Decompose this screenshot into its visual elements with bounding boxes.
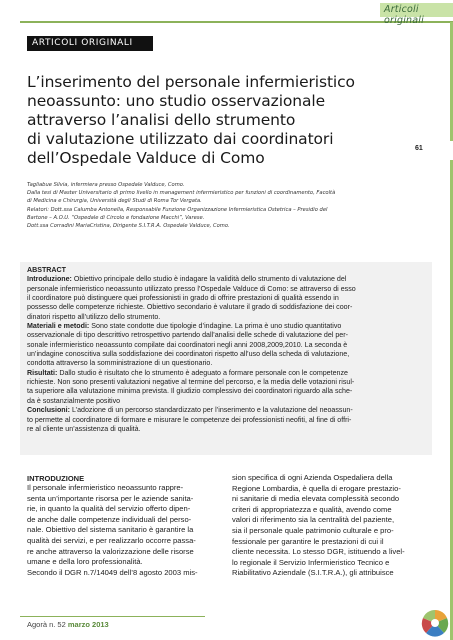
journal-logo-icon (420, 608, 450, 638)
section-tag-text: Articoli originali (384, 4, 424, 26)
abstract-line (27, 313, 425, 322)
author-line: Dalla tesi di Master Universitario di primo livello in management infermieristico per funzioni di coordinamento, Facoltà (27, 190, 336, 197)
abstract-text: Sono state condotte due tipologie d’indagine. La prima è uno studio quantitativo (89, 322, 342, 331)
body-line: valori di riferimento sia la centralità del paziente, (232, 515, 395, 525)
author-line: di Medicina e Chirurgia, Università degli Studi di Roma Tor Vergata. (27, 198, 202, 205)
abstract-line (27, 303, 425, 312)
abstract-line (27, 350, 425, 359)
title-line: neoassunto: uno studio osservazionale (27, 92, 326, 110)
footer-issue: marzo 2013 (67, 620, 109, 629)
body-line: cliente necessita. Lo stesso DGR, istituendo a livel- (232, 547, 405, 557)
footer-journal: Agorà n. 52 (27, 620, 66, 629)
body-line: lo regionale il Servizio Infermieristico Tecnico e (232, 557, 390, 567)
abstract-text: Dallo studio è risultato che lo strumento è adeguato a formare personale con le competenze (57, 368, 348, 377)
body-line: nale. Obiettivo del sistema sanitario è garantire la (27, 525, 194, 535)
abstract-text: sonale infermieristico neoassunto compilate dai coordinatori negli anni 2008,2009,2010. La seconda è (27, 340, 348, 349)
title-line: dell’Ospedale Valduce di Como (27, 149, 265, 167)
abstract-line (27, 285, 425, 294)
title-line: attraverso l’analisi dello strumento (27, 111, 296, 129)
body-line: Il personale infermieristico neoassunto rappre- (27, 483, 184, 492)
abstract-heading: ABSTRACT (27, 266, 67, 274)
body-line: sion specifica di ogni Azienda Ospedaliera della (232, 473, 393, 482)
body-line: Riabilitativo Aziendale (S.I.T.R.A.), gli attribuisce (232, 568, 394, 578)
category-label-text: ARTICOLI ORIGINALI (32, 38, 133, 48)
author-line: Dott.ssa Corradini MariaCristina, Dirigente S.I.T.R.A. Ospedale Valduce, Como. (27, 223, 230, 230)
body-line: qualità dei servizi, e per realizzarlo occorre passa- (27, 535, 196, 545)
author-block (27, 181, 432, 230)
abstract-subheading: Materiali e metodi: (27, 322, 90, 331)
footer (27, 620, 109, 629)
category-label (27, 36, 153, 51)
body-line: ni sanitarie di media elevata complessità secondo (232, 494, 400, 504)
body-line: de anche dalle competenze individuali del perso- (27, 514, 192, 524)
abstract-text: Obiettivo principale dello studio è indagare la validità dello strumento di valutazione del (71, 275, 347, 284)
body-line: sia il personale quale patrimonio culturale e pro- (232, 525, 394, 535)
footer-rule (20, 616, 205, 617)
abstract-text: richieste. Non sono presenti valutazioni negative al termine del percorso, e la media delle votazioni risul- (27, 378, 355, 387)
abstract-line (27, 275, 425, 284)
section-tag (380, 3, 453, 26)
body-line: fessionale per garantire le prestazioni di cui il (232, 536, 384, 546)
abstract-text: re al cliente un’assistenza di qualità. (27, 424, 141, 433)
abstract-text: ta superiore alla valutazione minima prevista. Il giudizio complessivo dei coordinatori riguardo alla sche- (27, 387, 353, 396)
abstract-line (27, 397, 425, 406)
abstract-subheading: Risultati: (27, 368, 58, 377)
abstract-line (27, 322, 425, 331)
intro-heading: INTRODUZIONE (27, 474, 85, 483)
abstract-line (27, 369, 425, 378)
abstract-text: L’adozione di un percorso standardizzato per l’inserimento e la valutazione del neoassun- (69, 406, 353, 415)
author-line: Relatori: Dott.ssa Calumba Antonella, Responsabile Funzione Organizzazione Infermieristica Ostetrica – Presidio del (27, 206, 328, 213)
abstract-line (27, 425, 425, 434)
abstract-text: possesso delle competenze richieste. Obiettivo secondario è valutare il grado di soddisfazione dei coor- (27, 303, 353, 312)
body-line: senta un’importante risorsa per le aziende sanita- (27, 493, 194, 503)
body-line: Regione Lombardia, è quella di erogare prestazio- (232, 483, 401, 493)
page-number (404, 141, 453, 160)
title-line: L’inserimento del personale infermieristico (27, 73, 355, 91)
body-line: re anche attraverso la valorizzazione delle risorse (27, 546, 194, 556)
abstract-line (27, 341, 425, 350)
abstract-text: osservazionale di tipo descrittivo retrospettivo partendo dall’analisi delle schede di valutazione del per- (27, 331, 348, 340)
abstract-line (27, 378, 425, 387)
abstract-text: personale infermieristico neoassunto utilizzato presso l’Ospedale Valduce di Como: se attraverso di esso (27, 284, 356, 293)
abstract-text: un’indagine conoscitiva sulla soddisfazione dei coordinatori rispetto all’uso della scheda di valutazione, (27, 350, 350, 359)
abstract-line (27, 359, 425, 368)
title-line: di valutazione utilizzato dai coordinatori (27, 130, 334, 148)
abstract-body (27, 275, 425, 434)
author-line: Tagliabue Silvia, infermiera presso Ospedale Valduce, Como. (27, 182, 185, 188)
abstract-subheading: Conclusioni: (27, 406, 70, 415)
abstract (27, 266, 425, 434)
abstract-line (27, 406, 425, 415)
author-line: Bartone – A.O.U. “Ospedale di Circolo e fondazione Macchi”, Varese. (27, 214, 205, 221)
abstract-line (27, 387, 425, 396)
page-number-text: 61 (415, 145, 423, 152)
abstract-subheading: Introduzione: (27, 275, 72, 284)
body-line: Secondo il DGR n.7/14049 dell’8 agosto 2003 mis- (27, 567, 198, 577)
intro-column-left (27, 483, 222, 578)
abstract-text: to permette al coordinatore di formare e misurare le competenze dei professionisti neofiti, al fine di offri- (27, 415, 352, 424)
body-line: umane e della loro professionalità. (27, 557, 143, 567)
intro-column-right (232, 473, 428, 579)
body-line: criteri di appropriatezza e qualità, avendo come (232, 504, 392, 514)
abstract-line (27, 294, 425, 303)
abstract-line (27, 416, 425, 425)
abstract-text: dinatori rispetto all’utilizzo dello strumento. (27, 312, 161, 321)
body-line: rie, in quanto la qualità del servizio offerto dipen- (27, 504, 191, 514)
abstract-text: da è sostanzialmente positivo (27, 396, 121, 405)
abstract-text: condotta attraverso la somministrazione di un questionario. (27, 359, 213, 368)
article-title (27, 73, 407, 168)
abstract-text: il coordinatore può distinguere quei professionisti in grado di offrire prestazioni di qualità essendo in (27, 294, 339, 303)
abstract-line (27, 331, 425, 340)
